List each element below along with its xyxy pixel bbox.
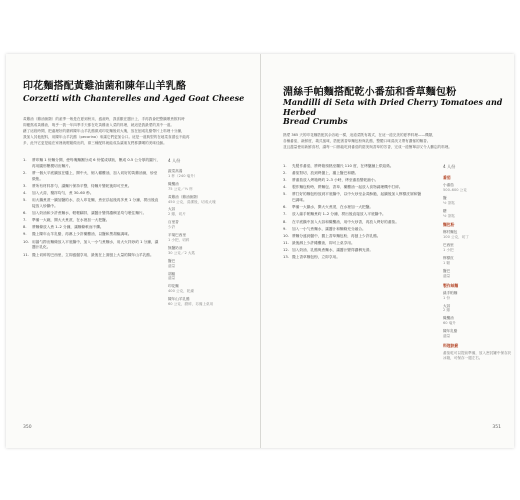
ingredients-sidebar bbox=[168, 158, 248, 310]
step-text: 加入大蒜，攪拌均勻，煮 30–60 秒。 bbox=[32, 191, 94, 196]
left-page bbox=[6, 54, 260, 448]
recipe-title-en-line1: Mandilli di Seta with Dried Cherry Tomatoes and Herbed bbox=[283, 97, 503, 117]
step-item bbox=[283, 227, 423, 233]
step-number: 3. bbox=[23, 184, 27, 188]
step-item bbox=[283, 171, 423, 177]
ingredient-name: 小番茄 bbox=[443, 183, 454, 187]
step-item bbox=[23, 240, 161, 252]
recipe-title-en bbox=[283, 98, 515, 127]
step-number: 11. bbox=[23, 252, 29, 257]
intro-line: 各種番茄，新鮮度，義式風味，搭配著香草麵包粉與乳酪，整體口味清淡又帶有濃郁的麵香。 bbox=[283, 139, 431, 143]
ingredient-detail: 適量 bbox=[443, 334, 451, 339]
ingredient-item bbox=[168, 284, 248, 294]
step-number: 9. bbox=[23, 232, 27, 237]
ingredient-item bbox=[443, 329, 513, 339]
ingredient-detail: 1 顆 bbox=[443, 260, 451, 265]
right-page bbox=[261, 54, 515, 448]
step-number: 5. bbox=[23, 198, 27, 203]
book-spread bbox=[6, 54, 514, 448]
step-number: 10. bbox=[23, 239, 29, 244]
step-number: 13. bbox=[283, 255, 289, 260]
step-number: 10. bbox=[283, 233, 289, 238]
step-item bbox=[283, 178, 423, 184]
intro-line: 並且盡量使用新鮮食材，讓每一口都能吃到番茄的甜美與香草的芳香，完成一道簡單卻又令人難忘的料理。 bbox=[283, 145, 452, 149]
ingredient-name: 蔬菜高湯 bbox=[168, 169, 183, 173]
step-item bbox=[283, 255, 423, 261]
step-item bbox=[23, 225, 161, 231]
servings: 4 人份 bbox=[168, 158, 181, 163]
ingredient-item bbox=[168, 272, 248, 282]
step-text: 在平底鍋中加入大蒜和橄欖油，用中火炒香，再放入烤好的番茄。 bbox=[292, 219, 399, 224]
step-text: 最後淋上少許橄欖油，即可上桌享用。 bbox=[292, 240, 355, 245]
ingredient-item bbox=[168, 207, 248, 217]
ingredient-detail: 100 公克，切丁 bbox=[443, 235, 469, 240]
intro-line: 熱愛 365 天的印花麵搭配其余各地一樣，這道菜既有義式，在這一道完美的夏季料理——機類， bbox=[283, 133, 436, 137]
ingredient-detail: 60 毫升 bbox=[443, 321, 456, 326]
ingredient-item bbox=[168, 246, 248, 256]
ingredient-item bbox=[168, 233, 248, 243]
step-text: 製作麵包粉時，將麵包、香草、橄欖油一起放入食物調理機中打碎。 bbox=[292, 185, 403, 190]
ingredient-detail: 少許 bbox=[168, 225, 176, 230]
step-item bbox=[283, 164, 423, 170]
ingredient-name: 鹽 bbox=[443, 195, 447, 200]
tip-head: 料理訣竅 bbox=[443, 342, 459, 348]
step-text: 將番茄放入烤箱烤約 2–3 小時，烤至番茄變乾縮小。 bbox=[292, 178, 379, 183]
ingredient-detail: ½ 茶匙 bbox=[443, 200, 455, 205]
ingredient-name: 大蒜 bbox=[168, 207, 176, 212]
step-text: 撒上陳年山羊乳酪，再淋上少許橄欖油，以鹽和黑胡椒調味。 bbox=[32, 232, 132, 237]
step-number: 6. bbox=[283, 205, 287, 210]
step-item bbox=[23, 198, 161, 210]
ingredient-detail: 1 小把，切碎 bbox=[168, 237, 190, 242]
step-number: 8. bbox=[23, 225, 27, 230]
page-number: 350 bbox=[23, 425, 32, 430]
ingredient-name: 大蒜 bbox=[443, 303, 451, 308]
step-text: 將打好的麵包粉放到平底鍋中，以中火炒至金黃酥脆，起鍋後加入檸檬皮屑和鹽巴調味。 bbox=[292, 192, 422, 203]
ingredient-name: 鄉村麵包 bbox=[443, 230, 458, 235]
ingredient-detail: 400 公克，乾燥 bbox=[168, 289, 194, 294]
step-item bbox=[283, 220, 423, 226]
ingredient-group-head: 麵包粉 bbox=[443, 222, 455, 228]
ingredient-detail: 1 小把 bbox=[443, 248, 454, 253]
step-number: 9. bbox=[283, 226, 287, 231]
ingredient-item bbox=[443, 304, 513, 314]
ingredient-detail: 75 公克／⅓ 杯 bbox=[168, 186, 193, 191]
ingredient-item bbox=[168, 297, 248, 307]
step-number: 3. bbox=[283, 178, 287, 183]
step-item bbox=[23, 158, 161, 170]
ingredient-item bbox=[168, 195, 248, 205]
step-number: 6. bbox=[23, 211, 27, 216]
step-number: 7. bbox=[283, 212, 287, 217]
ingredient-detail: 適量 bbox=[168, 263, 176, 268]
ingredient-name: 橄欖油 bbox=[168, 181, 179, 186]
step-text: 準備一大鍋水，開大火煮滾，在水裡加一大把鹽。 bbox=[292, 205, 374, 210]
step-number: 5. bbox=[283, 192, 287, 197]
ingredient-name: 胡椒 bbox=[168, 271, 176, 276]
step-number: 2. bbox=[23, 171, 27, 175]
tip-text: 番茄乾可以提前準備，放入密封罐中保存於冰箱，可保存一週左右。 bbox=[443, 350, 512, 360]
step-item bbox=[23, 218, 161, 224]
step-item bbox=[23, 232, 161, 238]
ingredient-detail: ½ 茶匙 bbox=[443, 213, 455, 218]
ingredient-item bbox=[443, 256, 513, 266]
ingredient-detail: 60 公克，磨碎，另備上桌用 bbox=[168, 302, 214, 307]
step-text: 將所有材料拌勻，讓麵片保持平整，待麵片變乾後即可烹煮。 bbox=[32, 184, 132, 188]
step-item bbox=[283, 205, 423, 211]
recipe-steps bbox=[283, 164, 423, 262]
step-text: 撒上香草麵包粉，立即享用。 bbox=[292, 255, 340, 260]
step-text: 放入絲手帕麵煮約 1–2 分鐘，撈出後直接放入平底鍋中。 bbox=[292, 212, 386, 217]
step-item bbox=[283, 212, 423, 218]
step-text: 用漏勺撈出麵條放入平底鍋中，加入一小勺煮麵水，用大火拌炒約 1 分鐘，讓醬汁乳化。 bbox=[32, 239, 159, 250]
step-item bbox=[23, 253, 161, 259]
ingredient-name: 糖 bbox=[443, 208, 447, 213]
ingredient-detail: 2 瓣，切片 bbox=[168, 212, 186, 217]
ingredient-name: 橄欖油 bbox=[443, 316, 454, 321]
step-text: 準備一大碗，開大火煮滾，在水裡加一大把鹽。 bbox=[32, 218, 110, 223]
intro-line: 黃雞油（雞油菌類）的產季一般是在夏到秋末，盛產時，我喜歡在醬汁上，手再我會把整鍋燉煮飲料時 bbox=[23, 117, 185, 121]
step-text: 將印麵 1 份麵分開，使每塊麵團分成 6 份揉成球狀，壓成 0.5 公分厚的圓片，再用圓形壓模切出麵片。 bbox=[32, 158, 161, 168]
ingredient-name: 鹽巴 bbox=[168, 258, 176, 263]
step-text: 加入一小勺煮麵水，讓醬汁和麵條充分融合。 bbox=[292, 226, 366, 231]
recipe-intro bbox=[283, 132, 508, 150]
intro-line: 藉了這段時間，把處理好的磨碎陳年山羊乳酪做成印花麵後切大塊，放在刨成乳酪帶片上料理十分鐘， bbox=[23, 129, 185, 133]
ingredient-name: 印花麵 bbox=[168, 284, 179, 289]
step-text: 先製作番茄，將烤箱預熱至攝氏 110 度，在烤盤鋪上烘焙紙。 bbox=[292, 164, 394, 168]
step-number: 1. bbox=[23, 158, 27, 162]
step-text: 用大鍋煮滾一鍋加鹽的水，放入印花麵，煮至浮起後再多煮 1 分鐘，撈出後直接放入炒鍋中。 bbox=[32, 198, 159, 209]
step-item bbox=[283, 234, 423, 240]
step-text: 番茄對切，放到烤盤上，灑上鹽巴和糖。 bbox=[292, 171, 359, 176]
step-item bbox=[23, 184, 161, 190]
recipe-title-en-line2: Bread Crumbs bbox=[283, 116, 348, 126]
ingredient-detail: 30 公克／2 大匙 bbox=[168, 250, 196, 255]
recipe-title-en: Corzetti with Chanterelles and Aged Goat Cheese bbox=[23, 93, 245, 103]
ingredient-item bbox=[443, 291, 513, 301]
ingredient-item bbox=[168, 169, 248, 179]
step-number: 4. bbox=[23, 191, 27, 196]
ingredient-detail: 1 份 bbox=[443, 295, 451, 300]
step-item bbox=[23, 211, 161, 217]
step-item bbox=[23, 171, 161, 183]
step-number: 2. bbox=[283, 171, 287, 176]
ingredient-name: 絲手帕麵 bbox=[443, 290, 458, 295]
ingredient-item bbox=[443, 269, 513, 279]
recipe-steps bbox=[23, 158, 161, 260]
step-item bbox=[283, 192, 423, 204]
ingredient-detail: 450 公克，清潔後，切成大塊 bbox=[168, 199, 216, 204]
step-text: 將麵分盛到盤中，撒上香草麵包粉，再刨上少許乳酪。 bbox=[292, 233, 381, 238]
step-number: 8. bbox=[283, 219, 287, 224]
step-text: 加入奶油和少許煮麵水，輕輕翻拌，讓醬汁變得濃稠並均勻裹住麵片。 bbox=[32, 211, 147, 216]
servings: 4 人份 bbox=[443, 164, 456, 169]
ingredient-item bbox=[443, 316, 513, 326]
ingredient-name: 巴西里 bbox=[443, 243, 454, 248]
ingredient-detail: 適量 bbox=[443, 273, 451, 278]
ingredient-name: 鹽巴 bbox=[443, 268, 451, 273]
step-text: 撒上切碎的巴西里，立即盛盤享用，最後在上面刨上大量的陳年山羊乳酪。 bbox=[32, 252, 154, 257]
step-number: 1. bbox=[283, 164, 287, 168]
recipe-title-zh: 印花麵搭配黃雞油菌和陳年山羊乳酪 bbox=[23, 81, 187, 92]
ingredient-item bbox=[443, 183, 513, 193]
ingredient-name: 無鹽奶油 bbox=[168, 245, 183, 250]
step-number: 7. bbox=[23, 218, 27, 223]
step-text: 將麵條放入煮 1–2 分鐘，讓麵條軟而不爛。 bbox=[32, 225, 104, 230]
step-text: 將一個大平底鍋放在爐上，開中火，倒入橄欖油，加入切好的黃雞油菌，炒至微焦。 bbox=[32, 171, 158, 181]
ingredient-detail: 2 瓣 bbox=[443, 308, 451, 313]
step-number: 11. bbox=[283, 240, 289, 245]
ingredient-detail: 1 杯（240 毫升） bbox=[168, 173, 198, 178]
ingredient-name: 陳年山羊乳酪 bbox=[168, 297, 190, 302]
ingredient-name: 陳年乳酪 bbox=[443, 329, 458, 334]
step-number: 4. bbox=[283, 185, 287, 190]
ingredient-item bbox=[168, 259, 248, 269]
step-item bbox=[23, 191, 161, 197]
ingredient-item bbox=[443, 230, 513, 240]
ingredient-name: 百里香 bbox=[168, 220, 179, 225]
intro-line: 多，此外它更是能在家裡就輕鬆做出的，兩三種配料就能成為讓朋友們都讚嘆的美味佳餚。 bbox=[23, 141, 167, 145]
ingredients-sidebar bbox=[443, 164, 513, 361]
ingredient-item bbox=[168, 182, 248, 192]
step-text: 加入奶油、乳酪與煮麵水，讓醬汁變得濃稠光滑。 bbox=[292, 247, 374, 252]
recipe-title-zh: 淵絲手帕麵搭配乾小番茄和香草麵包粉 bbox=[283, 87, 457, 98]
ingredient-name: 黃雞油（雞油菌類） bbox=[168, 194, 201, 199]
ingredient-item bbox=[168, 220, 248, 230]
ingredient-item bbox=[443, 243, 513, 253]
ingredient-name: 平葉巴西里 bbox=[168, 233, 186, 238]
step-item bbox=[283, 248, 423, 254]
page-number: 351 bbox=[492, 425, 501, 430]
ingredient-detail: 適量 bbox=[168, 276, 176, 281]
ingredient-name: 檸檬皮 bbox=[443, 256, 454, 261]
ingredient-detail: 500–600 公克 bbox=[443, 187, 467, 192]
ingredient-group-head: 製作絲麵 bbox=[443, 282, 459, 288]
ingredient-item bbox=[443, 209, 513, 219]
step-item bbox=[283, 241, 423, 247]
ingredient-group-head: 番茄 bbox=[443, 175, 451, 180]
recipe-intro bbox=[23, 116, 248, 146]
intro-line: 我加入其他配料，用陳年山羊乳酪（pecorino）來讓它們更加合口。這是一道典型的在地菜食譜也不能再 bbox=[23, 135, 190, 139]
step-item bbox=[283, 185, 423, 191]
ingredient-item bbox=[443, 196, 513, 206]
step-number: 12. bbox=[283, 247, 289, 252]
intro-line: 即應熬成黃雞油，幾乎一我一年四季手天都在吃黃雞油入菜的料理，就這是我最愛的其中一道。 bbox=[23, 123, 174, 127]
